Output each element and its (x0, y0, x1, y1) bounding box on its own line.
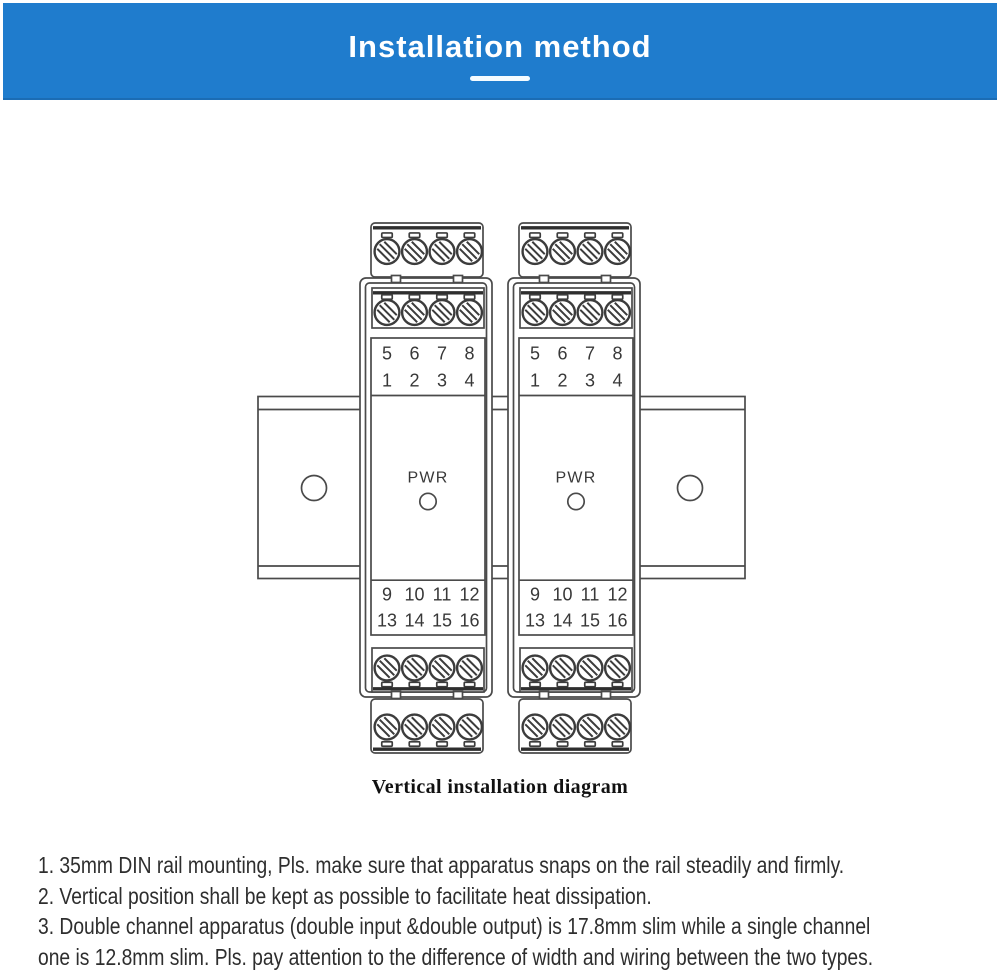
note-line-1: 1. 35mm DIN rail mounting, Pls. make sure that apparatus snaps on the rail steadily and firmly. (38, 852, 845, 878)
module-left (360, 223, 492, 753)
din-rail (258, 397, 745, 579)
module-right (508, 223, 640, 753)
note-line-2: 2. Vertical position shall be kept as possible to facilitate heat dissipation. (38, 882, 652, 909)
rail-mounting-hole (678, 476, 703, 501)
note-line-4: one is 12.8mm slim. Pls. pay attention to the difference of width and wiring between the two types. (38, 943, 874, 970)
note-line-3: 3. Double channel apparatus (double input &double output) is 17.8mm slim while a single channel (38, 913, 871, 940)
diagram-caption: Vertical installation diagram (371, 776, 629, 798)
rail-mounting-hole (302, 476, 327, 501)
page-title: Installation method (348, 28, 652, 64)
installation-notes (38, 850, 989, 971)
